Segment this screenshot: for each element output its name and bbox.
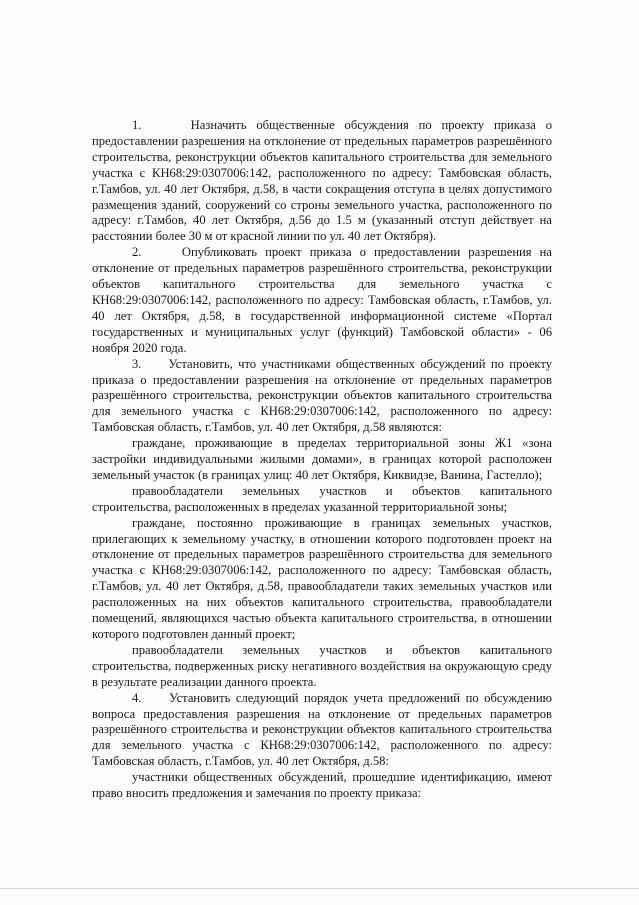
paragraph-3-item-2 (92, 484, 552, 516)
paragraph-3 (92, 357, 552, 437)
paragraph-text: граждане, проживающие в пределах территориальной зоны Ж1 «зона застройки индивидуальными жилыми домами», в границах которой расположен земельный участок (в границах улиц: 40 лет Октября, Киквидзе, Ванина, Гастелло); (92, 436, 552, 482)
paragraph-text: Назначить общественные обсуждения по проекту приказа о предоставлении разрешения на отклонение от предельных параметров разрешённого строительства, реконструкции объектов капитального строительства для земельного участка с КН68:29:0307006:142, расположенного по адресу: Тамбовская область, г.Тамбов, ул. 40 лет Октября, д.58, в части сокращения отступа в целях допустимого размещения зданий, сооружений со строны земельного участка, расположенного по адресу: г.Тамбов, 40 лет Октября, д.56 до 1.5 м (указанный отступ действует на расстоянии более 30 м от красной линии по ул. 40 лет Октября). (92, 118, 553, 244)
paragraph-number: 1. (132, 118, 142, 132)
paragraph-number: 2. (132, 245, 142, 260)
paragraph-text: правообладатели земельных участков и объектов капитального строительства, подверженных риску негативного воздействия на окружающую среду в результате реализации данного проекта. (92, 642, 552, 689)
paragraph-number: 4. (132, 690, 142, 705)
paragraph-number: 3. (132, 356, 142, 371)
paragraph-3-item-1 (92, 436, 552, 484)
paragraph-3-item-4 (92, 643, 552, 691)
paragraph-4 (92, 691, 552, 771)
paragraph-text: граждане, постоянно проживающие в границах земельных участков, прилегающих к земельному участку, в отношении которого подготовлен проект на отклонение от предельных параметров разрешённого строительства для земельного участка с КН68:29:0307006:142, расположенного по адресу: Тамбовская область, г.Тамбов, ул. 40 лет Октября, д.58, правообладатели таких земельных участков или расположенных на них объектов капитального строительства, правообладатели помещений, являющихся частью объекта капитального строительства, в отношении которого подготовлен данный проект; (92, 515, 552, 641)
paragraph-text: участники общественных обсуждений, прошедшие идентификацию, имеют право вносить предложения и замечания по проекту приказа: (92, 770, 552, 801)
paragraph-3-item-3 (92, 516, 552, 643)
paragraph-text: Установить, что участниками общественных обсуждений по проекту приказа о предоставлении разрешения на отклонение от предельных параметров разрешённого строительства, реконструкции объектов капитального строительства для земельного участка с КН68:29:0307006:142, расположенного по адресу: Тамбовская область, г.Тамбов, ул. 40 лет Октября, д.58 являются: (92, 356, 552, 435)
document-body (92, 118, 552, 802)
paragraph-4-item-1 (92, 770, 552, 802)
paragraph-text: правообладатели земельных участков и объектов капитального строительства, расположенных в пределах указанной территориальной зоны; (92, 483, 552, 514)
paragraph-text: Установить следующий порядок учета предложений по обсуждению вопроса предоставления разрешения на отклонение от предельных параметров разрешённого строительства и реконструкции объектов капитального строительства для земельного участка с КН68:29:0307006:142, расположенного по адресу: Тамбовская область, г.Тамбов, ул. 40 лет Октября, д.58: (92, 690, 552, 769)
paragraph-1 (92, 118, 552, 245)
paragraph-text: Опубликовать проект приказа о предоставлении разрешения на отклонение от предельных параметров разрешённого строительства, реконструкции объектов капитального строительства для земельного участка с КН68:29:0307006:142, расположенного по адресу: Тамбовская область, г.Тамбов, ул. 40 лет Октября, д.58, в государственной информационной системе «Портал государственных и муниципальных услуг (функций) Тамбовской области» - 06 ноября 2020 года. (92, 245, 552, 355)
scan-edge-divider (0, 888, 639, 889)
paragraph-2 (92, 245, 552, 356)
